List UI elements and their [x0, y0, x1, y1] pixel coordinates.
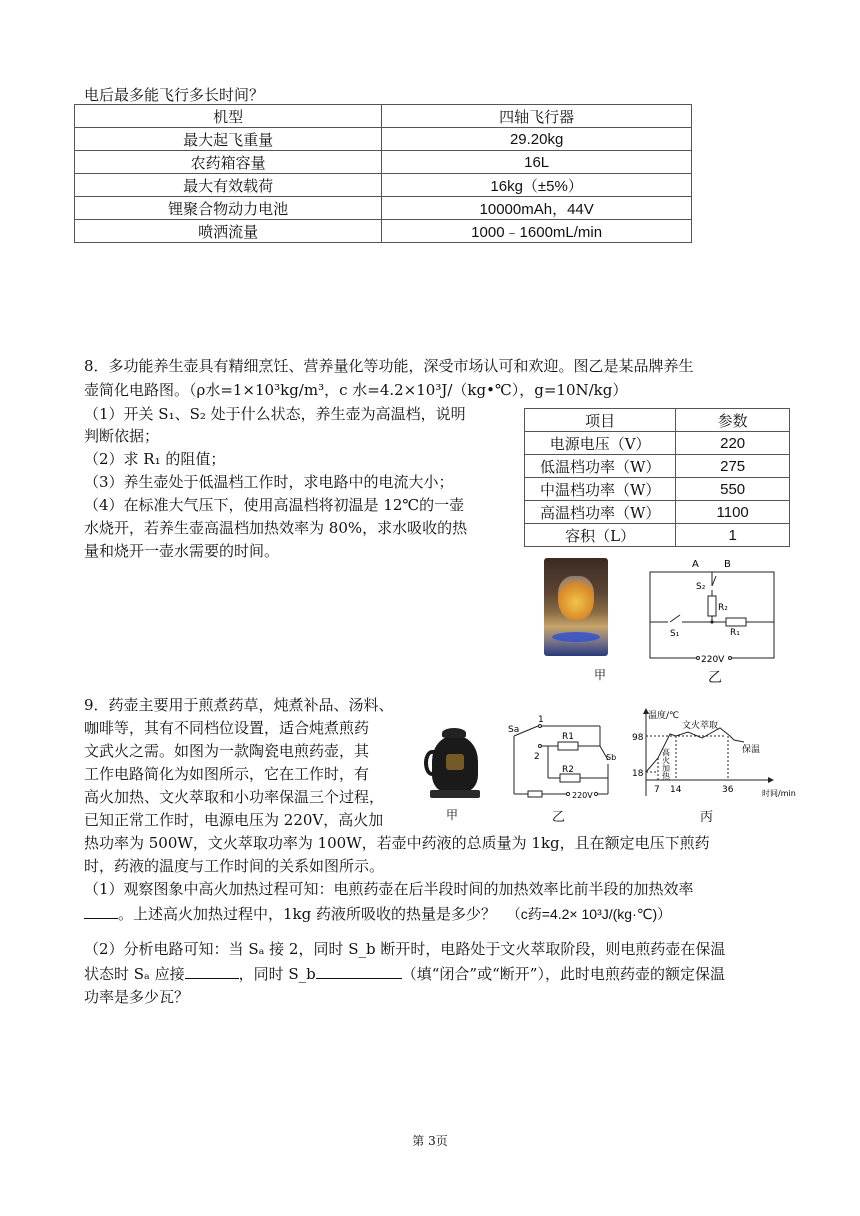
- answer-blank-efficiency[interactable]: [84, 902, 118, 919]
- q9-part1b-line: [84, 902, 671, 925]
- graph-xlabel: 时间/min: [762, 789, 796, 798]
- q7-spec-row: [75, 105, 692, 128]
- q9-circuit-diagram: [508, 714, 618, 804]
- circuit-220v: 220V: [572, 791, 593, 800]
- q8-param-row: [525, 501, 790, 524]
- q8-param-cell: 高温档功率（W）: [525, 501, 676, 524]
- q9-stem-l3: 文武火之需。如图为一款陶瓷电煎药壶，其: [84, 742, 370, 760]
- q8-part1a: （1）开关 S₁、S₂ 处于什么状态，养生壶为高温档，说明: [84, 405, 466, 423]
- q9-part2b1: 状态时 Sₐ 应接: [84, 965, 185, 983]
- q8-param-cell: 220: [676, 432, 790, 455]
- q8-param-cell: 275: [676, 455, 790, 478]
- q9-temperature-graph: [630, 706, 796, 806]
- q8-param-cell: 参数: [676, 409, 790, 432]
- herb-pot-photo: [424, 728, 486, 798]
- q9-fig-yi-label: 乙: [552, 810, 566, 825]
- stove-flame: [552, 632, 600, 642]
- graph-label-keep: 保温: [742, 745, 761, 755]
- q9-part2b3: （填“闭合”或“断开”），此时电煎药壶的额定保温: [401, 965, 725, 983]
- q8-param-cell: 低温档功率（W）: [525, 455, 676, 478]
- q8-stem-line2: 壶简化电路图。（ρ水=1×10³kg/m³，c 水=4.2×10³J/（kg•℃），g=10N/kg）: [84, 381, 628, 399]
- q7-spec-cell: 四轴飞行器: [382, 105, 692, 128]
- graph-x7: 7: [654, 785, 660, 795]
- graph-y18: 18: [632, 769, 644, 779]
- circuit-label-r1: R₁: [730, 628, 740, 638]
- circuit-label-s1: S₁: [670, 629, 680, 639]
- circuit-label-s2: S₂: [696, 582, 706, 592]
- q8-part3: （3）养生壶处于低温档工作时，求电路中的电流大小；: [84, 473, 454, 491]
- circuit-sa: Sa: [508, 725, 520, 735]
- q8-param-cell: 中温档功率（W）: [525, 478, 676, 501]
- q8-param-cell: 容积（L）: [525, 524, 676, 547]
- circuit-label-b: B: [724, 559, 731, 570]
- circuit-node-2: 2: [534, 752, 540, 762]
- q8-param-row: [525, 409, 790, 432]
- circuit-220v: 220V: [701, 655, 725, 665]
- q8-param-row: [525, 524, 790, 547]
- q9-part2b2: ，同时 S_b: [238, 965, 316, 983]
- q9-specific-heat: （c药=4.2× 10³J/(kg·℃)）: [506, 906, 672, 922]
- q9-part1b: 。上述高火加热过程中，1kg 药液所吸收的热量是多少？: [118, 905, 497, 923]
- kettle-photo: [544, 558, 608, 656]
- q9-part2a: （2）分析电路可知：当 Sₐ 接 2，同时 S_b 断开时，电路处于文火萃取阶段，则电煎药壶在保温: [84, 940, 726, 958]
- q7-spec-row: [75, 128, 692, 151]
- graph-label-high: 高火加热: [661, 748, 671, 780]
- q8-param-cell: 1: [676, 524, 790, 547]
- q9-stem-l5: 高火加热、文火萃取和小功率保温三个过程，: [84, 788, 385, 806]
- q9-part2c: 功率是多少瓦？: [84, 988, 190, 1006]
- q7-intro-tail: 电后最多能飞行多长时间？: [84, 86, 265, 104]
- q7-spec-cell: 16kg（±5%）: [382, 174, 692, 197]
- q7-spec-cell: 最大起飞重量: [75, 128, 382, 151]
- q8-stem-line1: 8．多功能养生壶具有精细烹饪、营养量化等功能，深受市场认可和欢迎。图乙是某品牌养生: [84, 357, 694, 375]
- q8-param-row: [525, 432, 790, 455]
- q9-part2b-line: [84, 962, 725, 985]
- q7-spec-row: [75, 151, 692, 174]
- q9-stem-l1: 9．药壶主要用于煎煮药草，炖煮补品、汤料、: [84, 696, 394, 714]
- q8-param-cell: 550: [676, 478, 790, 501]
- circuit-r1: R1: [562, 732, 574, 742]
- switch-s2: [712, 576, 716, 586]
- q8-param-cell: 项目: [525, 409, 676, 432]
- q8-part1b: 判断依据；: [84, 427, 160, 445]
- answer-blank-sa-position[interactable]: [185, 962, 239, 979]
- q7-spec-cell: 喷洒流量: [75, 220, 382, 243]
- q9-fig-jia-label: 甲: [446, 808, 459, 822]
- q7-spec-cell: 29.20kg: [382, 128, 692, 151]
- q9-fig-bing-label: 丙: [700, 810, 714, 825]
- graph-y98: 98: [632, 733, 644, 743]
- q8-param-cell: 电源电压（V）: [525, 432, 676, 455]
- q8-fig-jia-label: 甲: [594, 668, 607, 682]
- q8-param-row: [525, 455, 790, 478]
- answer-blank-sb-state[interactable]: [316, 962, 402, 979]
- q7-spec-cell: 最大有效载荷: [75, 174, 382, 197]
- circuit-label-r2: R₂: [718, 603, 728, 613]
- graph-label-wen: 文火萃取: [682, 721, 719, 731]
- q7-spec-row: [75, 220, 692, 243]
- graph-ylabel: 温度/℃: [648, 711, 680, 721]
- q7-spec-table: [74, 104, 692, 243]
- graph-x36: 36: [722, 785, 734, 795]
- circuit-r2: R2: [562, 765, 574, 775]
- q9-part1a: （1）观察图象中高火加热过程可知：电煎药壶在后半段时间的加热效率比前半段的加热效率: [84, 880, 694, 898]
- q8-fig-yi-label: 乙: [708, 670, 722, 686]
- q9-stem-l6: 已知正常工作时，电源电压为 220V，高火加: [84, 811, 384, 829]
- circuit-sb: Sb: [606, 753, 617, 762]
- q9-stem-l4: 工作电路简化为如图所示，它在工作时，有: [84, 765, 370, 783]
- q8-param-table: [524, 408, 790, 547]
- q8-param-row: [525, 478, 790, 501]
- q7-spec-cell: 锂聚合物动力电池: [75, 197, 382, 220]
- q7-spec-cell: 1000﹣1600mL/min: [382, 220, 692, 243]
- q8-part4c: 量和烧开一壶水需要的时间。: [84, 542, 280, 560]
- q8-part4a: （4）在标准大气压下，使用高温档将初温是 12℃的一壶: [84, 496, 465, 514]
- q7-spec-cell: 农药箱容量: [75, 151, 382, 174]
- q7-spec-cell: 机型: [75, 105, 382, 128]
- q7-spec-cell: 16L: [382, 151, 692, 174]
- q9-stem-l7: 热功率为 500W，文火萃取功率为 100W，若壶中药液的总质量为 1kg，且在额定电压下煎药: [84, 834, 710, 852]
- q7-spec-cell: 10000mAh，44V: [382, 197, 692, 220]
- q9-stem-l2: 咖啡等，其有不同档位设置，适合炖煮煎药: [84, 719, 370, 737]
- circuit-node-1: 1: [538, 715, 544, 725]
- q8-part4b: 水烧开，若养生壶高温档加热效率为 80%，求水吸收的热: [84, 519, 468, 537]
- q7-spec-row: [75, 174, 692, 197]
- page-number: 第 3页: [412, 1134, 448, 1148]
- q7-spec-row: [75, 197, 692, 220]
- q9-stem-l8: 时，药液的温度与工作时间的关系如图所示。: [84, 857, 385, 875]
- circuit-label-a: A: [692, 559, 699, 570]
- graph-x14: 14: [670, 785, 682, 795]
- q8-part2: （2）求 R₁ 的阻值；: [84, 450, 226, 468]
- q8-param-cell: 1100: [676, 501, 790, 524]
- kettle-glass: [558, 576, 594, 620]
